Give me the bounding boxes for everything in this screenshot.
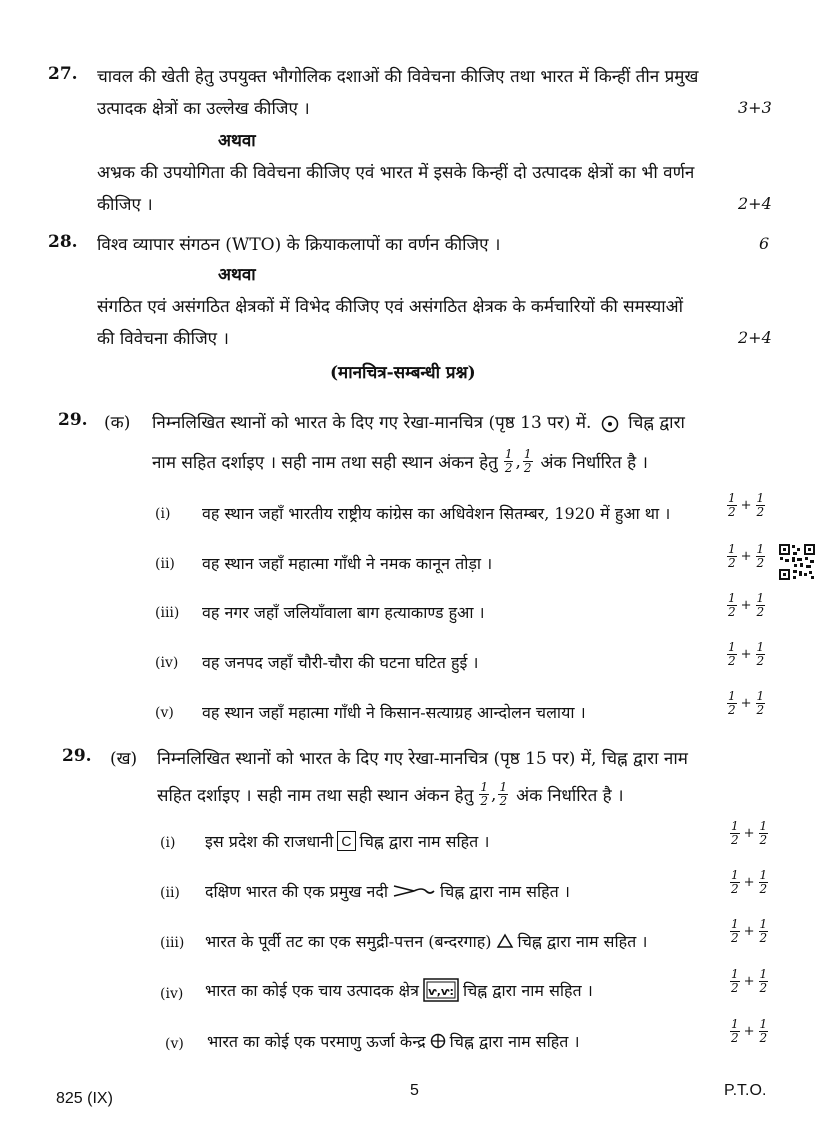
q29a-intro-line2: नाम सहित दर्शाइए । सही नाम तथा सही स्थान अंकन हेतु $\frac{1}{2}$ , $\frac{1}{2}$ अंक निर्धारित है ।: [152, 447, 648, 475]
q27-or-label: अथवा: [218, 131, 256, 151]
q27-marks: 3+3: [738, 98, 772, 117]
q28-or-label: अथवा: [218, 265, 256, 285]
q28-alt-marks: 2+4: [738, 328, 772, 347]
q29a-item-1-text: वह स्थान जहाँ भारतीय राष्ट्रीय कांग्रेस का अधिवेशन सितम्बर, 1920 में हुआ था ।: [202, 504, 671, 523]
q27-alt-line1: अभ्रक की उपयोगिता की विवेचना कीजिए एवं भारत में इसके किन्हीं दो उत्पादक क्षेत्रों का भी वर्णन: [97, 163, 695, 183]
q29b-item-1-marks: $\frac{1}{2}$ + $\frac{1}{2}$: [731, 819, 768, 847]
q29a-part-label: (क): [104, 413, 131, 433]
q29b-item-2-text: दक्षिण भारत की एक प्रमुख नदी चिह्न द्वारा नाम सहित ।: [205, 882, 570, 901]
q29a-item-1-marks: $\frac{1}{2}$ + $\frac{1}{2}$: [728, 491, 765, 519]
river-symbol-icon: [392, 883, 436, 899]
q29b-intro-line1: निम्नलिखित स्थानों को भारत के दिए गए रेखा-मानचित्र (पृष्ठ 15 पर) में, चिह्न द्वारा नाम: [157, 749, 688, 769]
paper-code: 825 (IX): [56, 1090, 113, 1107]
pto-label: P.T.O.: [724, 1082, 767, 1099]
q29b-item-5-number: (v): [165, 1036, 184, 1052]
q28-alt-line2: की विवेचना कीजिए ।: [97, 329, 229, 349]
q29a-item-4-number: (iv): [155, 655, 179, 671]
q29a-intro-line1: निम्नलिखित स्थानों को भारत के दिए गए रेखा-मानचित्र (पृष्ठ 13 पर) में. चिह्न द्वारा: [152, 413, 685, 433]
q29b-intro2-text-end: अंक निर्धारित है ।: [516, 786, 624, 806]
q29a-intro2-text-end: अंक निर्धारित है ।: [540, 453, 648, 473]
svg-text:ⱱ,ⱱ:: ⱱ,ⱱ:: [428, 985, 454, 998]
half-fraction: $\frac{1}{2}$: [523, 447, 532, 475]
q29b-item-3-marks: $\frac{1}{2}$ + $\frac{1}{2}$: [731, 917, 768, 945]
q29a-intro-text-end: चिह्न द्वारा: [628, 413, 685, 433]
q29a-item-3-number: (iii): [155, 605, 180, 621]
q29a-item-5-text: वह स्थान जहाँ महात्मा गाँधी ने किसान-सत्याग्रह आन्दोलन चलाया ।: [202, 703, 586, 722]
q29b-item-3-number: (iii): [160, 935, 185, 951]
circle-plus-icon: [430, 1033, 446, 1049]
q29b-item-3-text: भारत के पूर्वी तट का एक समुद्री-पत्तन (बन्दरगाह) चिह्न द्वारा नाम सहित ।: [205, 932, 648, 951]
q29a-item-3-text: वह नगर जहाँ जलियाँवाला बाग हत्याकाण्ड हुआ ।: [202, 603, 485, 622]
q29b-item-4-text: भारत का कोई एक चाय उत्पादक क्षेत्र ⱱ,ⱱ: चिह्न द्वारा नाम सहित ।: [205, 978, 593, 1002]
half-fraction: $\frac{1}{2}$: [499, 780, 508, 808]
question-number-27: 27.: [48, 64, 78, 84]
q29a-item-5-marks: $\frac{1}{2}$ + $\frac{1}{2}$: [728, 689, 765, 717]
question-number-29a: 29.: [58, 410, 88, 430]
q29b-item-1-number: (i): [160, 835, 176, 851]
dot-in-circle-icon: [601, 415, 619, 433]
qr-code-icon: [778, 543, 816, 581]
q28-marks: 6: [759, 234, 770, 253]
q29a-intro-text: निम्नलिखित स्थानों को भारत के दिए गए रेखा-मानचित्र (पृष्ठ 13 पर) में: [152, 413, 586, 433]
q29a-item-3-marks: $\frac{1}{2}$ + $\frac{1}{2}$: [728, 591, 765, 619]
q29b-intro-line2: सहित दर्शाइए । सही नाम तथा सही स्थान अंकन हेतु $\frac{1}{2}$ , $\frac{1}{2}$ अंक निर्धारित है ।: [157, 780, 624, 808]
question-number-28: 28.: [48, 232, 78, 252]
q27-text-line1: चावल की खेती हेतु उपयुक्त भौगोलिक दशाओं की विवेचना कीजिए तथा भारत में किन्हीं तीन प्रमुख: [97, 67, 699, 87]
q29b-intro2-text: सहित दर्शाइए । सही नाम तथा सही स्थान अंकन हेतु: [157, 786, 474, 806]
q29a-item-2-text: वह स्थान जहाँ महात्मा गाँधी ने नमक कानून तोड़ा ।: [202, 554, 493, 573]
q28-text-line1: विश्व व्यापार संगठन (WTO) के क्रियाकलापों का वर्णन कीजिए ।: [97, 235, 501, 255]
q29b-part-label: (ख): [110, 749, 138, 769]
q29b-item-4-number: (iv): [160, 986, 184, 1002]
q29b-item-2-marks: $\frac{1}{2}$ + $\frac{1}{2}$: [731, 868, 768, 896]
q29b-item-5-marks: $\frac{1}{2}$ + $\frac{1}{2}$: [731, 1017, 768, 1045]
q27-text-line2: उत्पादक क्षेत्रों का उल्लेख कीजिए ।: [97, 99, 310, 119]
page-number: 5: [410, 1082, 419, 1099]
half-fraction: $\frac{1}{2}$: [480, 780, 489, 808]
q29b-item-1-text: इस प्रदेश की राजधानी C चिह्न द्वारा नाम सहित ।: [205, 832, 490, 851]
q29b-item-4-marks: $\frac{1}{2}$ + $\frac{1}{2}$: [731, 967, 768, 995]
q29b-item-2-number: (ii): [160, 885, 180, 901]
section-heading: (मानचित्र-सम्बन्धी प्रश्न): [330, 363, 476, 383]
half-fraction: $\frac{1}{2}$: [504, 447, 513, 475]
q29a-item-2-marks: $\frac{1}{2}$ + $\frac{1}{2}$: [728, 542, 765, 570]
question-number-29b: 29.: [62, 746, 92, 766]
q29a-item-2-number: (ii): [155, 556, 175, 572]
q29a-item-4-marks: $\frac{1}{2}$ + $\frac{1}{2}$: [728, 640, 765, 668]
q29a-item-1-number: (i): [155, 506, 171, 522]
triangle-icon: [496, 933, 514, 949]
capital-c-symbol-icon: C: [337, 831, 355, 851]
tea-area-symbol-icon: [423, 978, 459, 1002]
q27-alt-line2: कीजिए ।: [97, 195, 153, 215]
q29b-item-5-text: भारत का कोई एक परमाणु ऊर्जा केन्द्र चिह्न द्वारा नाम सहित ।: [207, 1032, 580, 1051]
q29a-item-4-text: वह जनपद जहाँ चौरी-चौरा की घटना घटित हुई ।: [202, 653, 479, 672]
q29a-item-5-number: (v): [155, 705, 174, 721]
q27-alt-marks: 2+4: [738, 194, 772, 213]
q29a-intro2-text: नाम सहित दर्शाइए । सही नाम तथा सही स्थान अंकन हेतु: [152, 453, 498, 473]
q28-alt-line1: संगठित एवं असंगठित क्षेत्रकों में विभेद कीजिए एवं असंगठित क्षेत्रक के कर्मचारियों की समस्याओं: [97, 297, 684, 317]
